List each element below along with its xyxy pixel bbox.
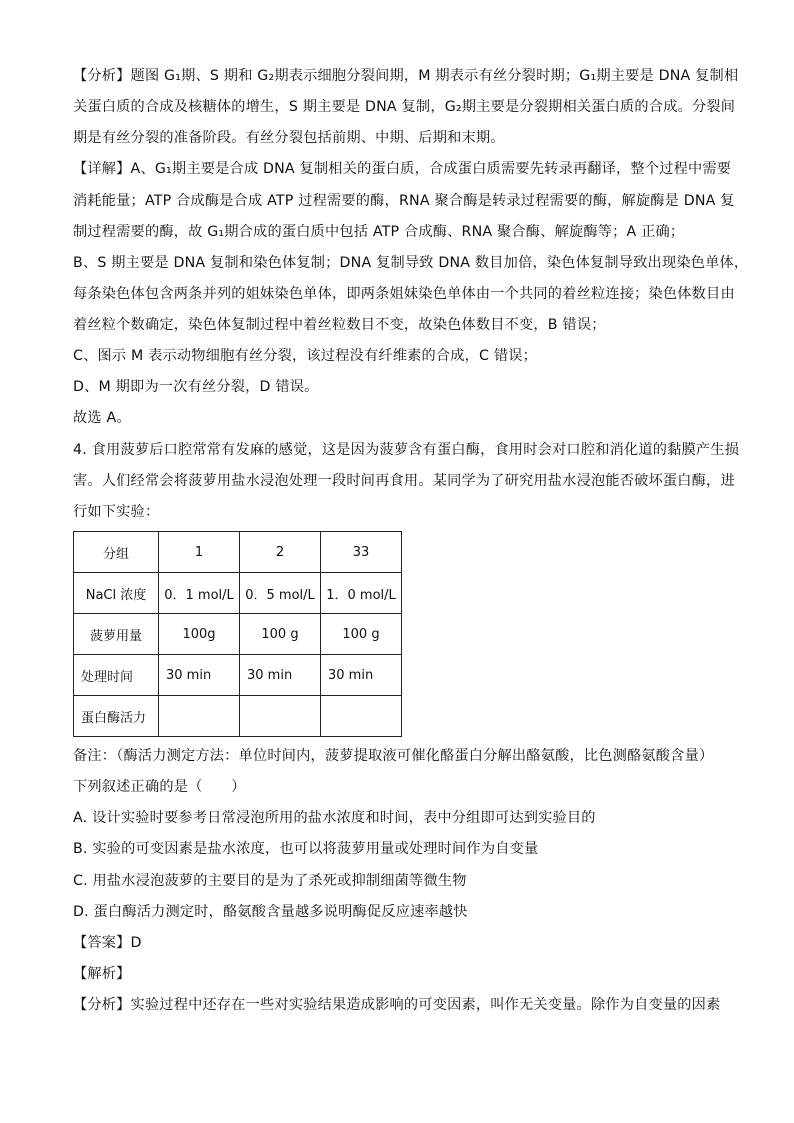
text-line: 每条染色体包含两条并列的姐妹染色单体，即两条姐妹染色单体由一个共同的着丝粒连接；染色体数目由 [73, 286, 735, 302]
table-row [74, 614, 402, 655]
table-cell: 30 min [321, 655, 402, 696]
text-line: B、S 期主要是 DNA 复制和染色体复制；DNA 复制导致 DNA 数目加倍，染色体复制导致出现染色单体， [73, 255, 749, 271]
text-line: 【详解】A、G₁期主要是合成 DNA 复制相关的蛋白质，合成蛋白质需要先转录再翻译，整个过程中需要 [73, 161, 732, 177]
table-row [74, 532, 402, 573]
table-row [74, 655, 402, 696]
table-row [74, 696, 402, 737]
text-line: 制过程需要的酶，故 G₁期合成的蛋白质中包括 ATP 合成酶、RNA 聚合酶、解旋酶等；A 正确； [73, 224, 685, 240]
table-cell [240, 696, 321, 737]
table-cell: 33 [321, 532, 402, 573]
question-4-stem: 4. 食用菠萝后口腔常常有发麻的感觉，这是因为菠萝含有蛋白酶，食用时会对口腔和消化道的黏膜产生损 [73, 442, 740, 458]
table-cell: 30 min [159, 655, 240, 696]
analysis-heading: 【解析】 [73, 966, 131, 982]
text-line: 期是有丝分裂的准备阶段。有丝分裂包括前期、中期、后期和末期。 [73, 130, 505, 146]
text-line: 故选 A。 [73, 410, 131, 426]
text-line: D、M 期即为一次有丝分裂，D 错误。 [73, 379, 319, 395]
table-cell: 30 min [240, 655, 321, 696]
table-note: 备注：（酶活力测定方法：单位时间内，菠萝提取液可催化酪蛋白分解出酪氨酸，比色测酪氨酸含量） [73, 748, 714, 764]
table-cell [159, 696, 240, 737]
table-cell: 2 [240, 532, 321, 573]
table-cell: 100 g [240, 614, 321, 655]
table-cell: 1．0 mol/L [321, 573, 402, 614]
option-b: B. 实验的可变因素是盐水浓度，也可以将菠萝用量或处理时间作为自变量 [73, 841, 539, 857]
table-cell: 0．1 mol/L [159, 573, 240, 614]
text-line: 着丝粒个数确定，染色体复制过程中着丝粒数目不变，故染色体数目不变，B 错误； [73, 317, 606, 333]
text-line: 消耗能量；ATP 合成酶是合成 ATP 过程需要的酶，RNA 聚合酶是转录过程需要的酶，解旋酶是 DNA 复 [73, 193, 735, 209]
question-4-stem: 行如下实验： [73, 504, 160, 520]
question-prompt: 下列叙述正确的是（ ） [73, 779, 246, 795]
table-cell: 菠萝用量 [74, 614, 159, 655]
table-cell [321, 696, 402, 737]
table-cell: 100g [159, 614, 240, 655]
text-line: 关蛋白质的合成及核糖体的增生，S 期主要是 DNA 复制，G₂期主要是分裂期相关蛋白质的合成。分裂间 [73, 99, 736, 115]
text-line: C、图示 M 表示动物细胞有丝分裂，该过程没有纤维素的合成，C 错误； [73, 348, 538, 364]
table-cell: 蛋白酶活力 [74, 696, 159, 737]
option-d: D. 蛋白酶活力测定时，酪氨酸含量越多说明酶促反应速率越快 [73, 904, 468, 920]
option-c: C. 用盐水浸泡菠萝的主要目的是为了杀死或抑制细菌等微生物 [73, 873, 467, 889]
text-line: 【分析】题图 G₁期、S 期和 G₂期表示细胞分裂间期，M 期表示有丝分裂时期；G₁期主要是 DNA 复制相 [73, 68, 739, 84]
experiment-table [73, 531, 402, 737]
answer-line: 【答案】D [73, 935, 142, 951]
table-cell: 处理时间 [74, 655, 159, 696]
option-a: A. 设计实验时要参考日常浸泡所用的盐水浓度和时间，表中分组即可达到实验目的 [73, 810, 596, 826]
table-cell: NaCl 浓度 [74, 573, 159, 614]
table-cell: 1 [159, 532, 240, 573]
table-cell: 0．5 mol/L [240, 573, 321, 614]
question-4-stem: 害。人们经常会将菠萝用盐水浸泡处理一段时间再食用。某同学为了研究用盐水浸泡能否破坏蛋白酶，进 [73, 473, 735, 489]
text-line: 【分析】实验过程中还存在一些对实验结果造成影响的可变因素，叫作无关变量。除作为自变量的因素 [73, 997, 721, 1013]
table-row [74, 573, 402, 614]
table-cell: 100 g [321, 614, 402, 655]
table-cell: 分组 [74, 532, 159, 573]
